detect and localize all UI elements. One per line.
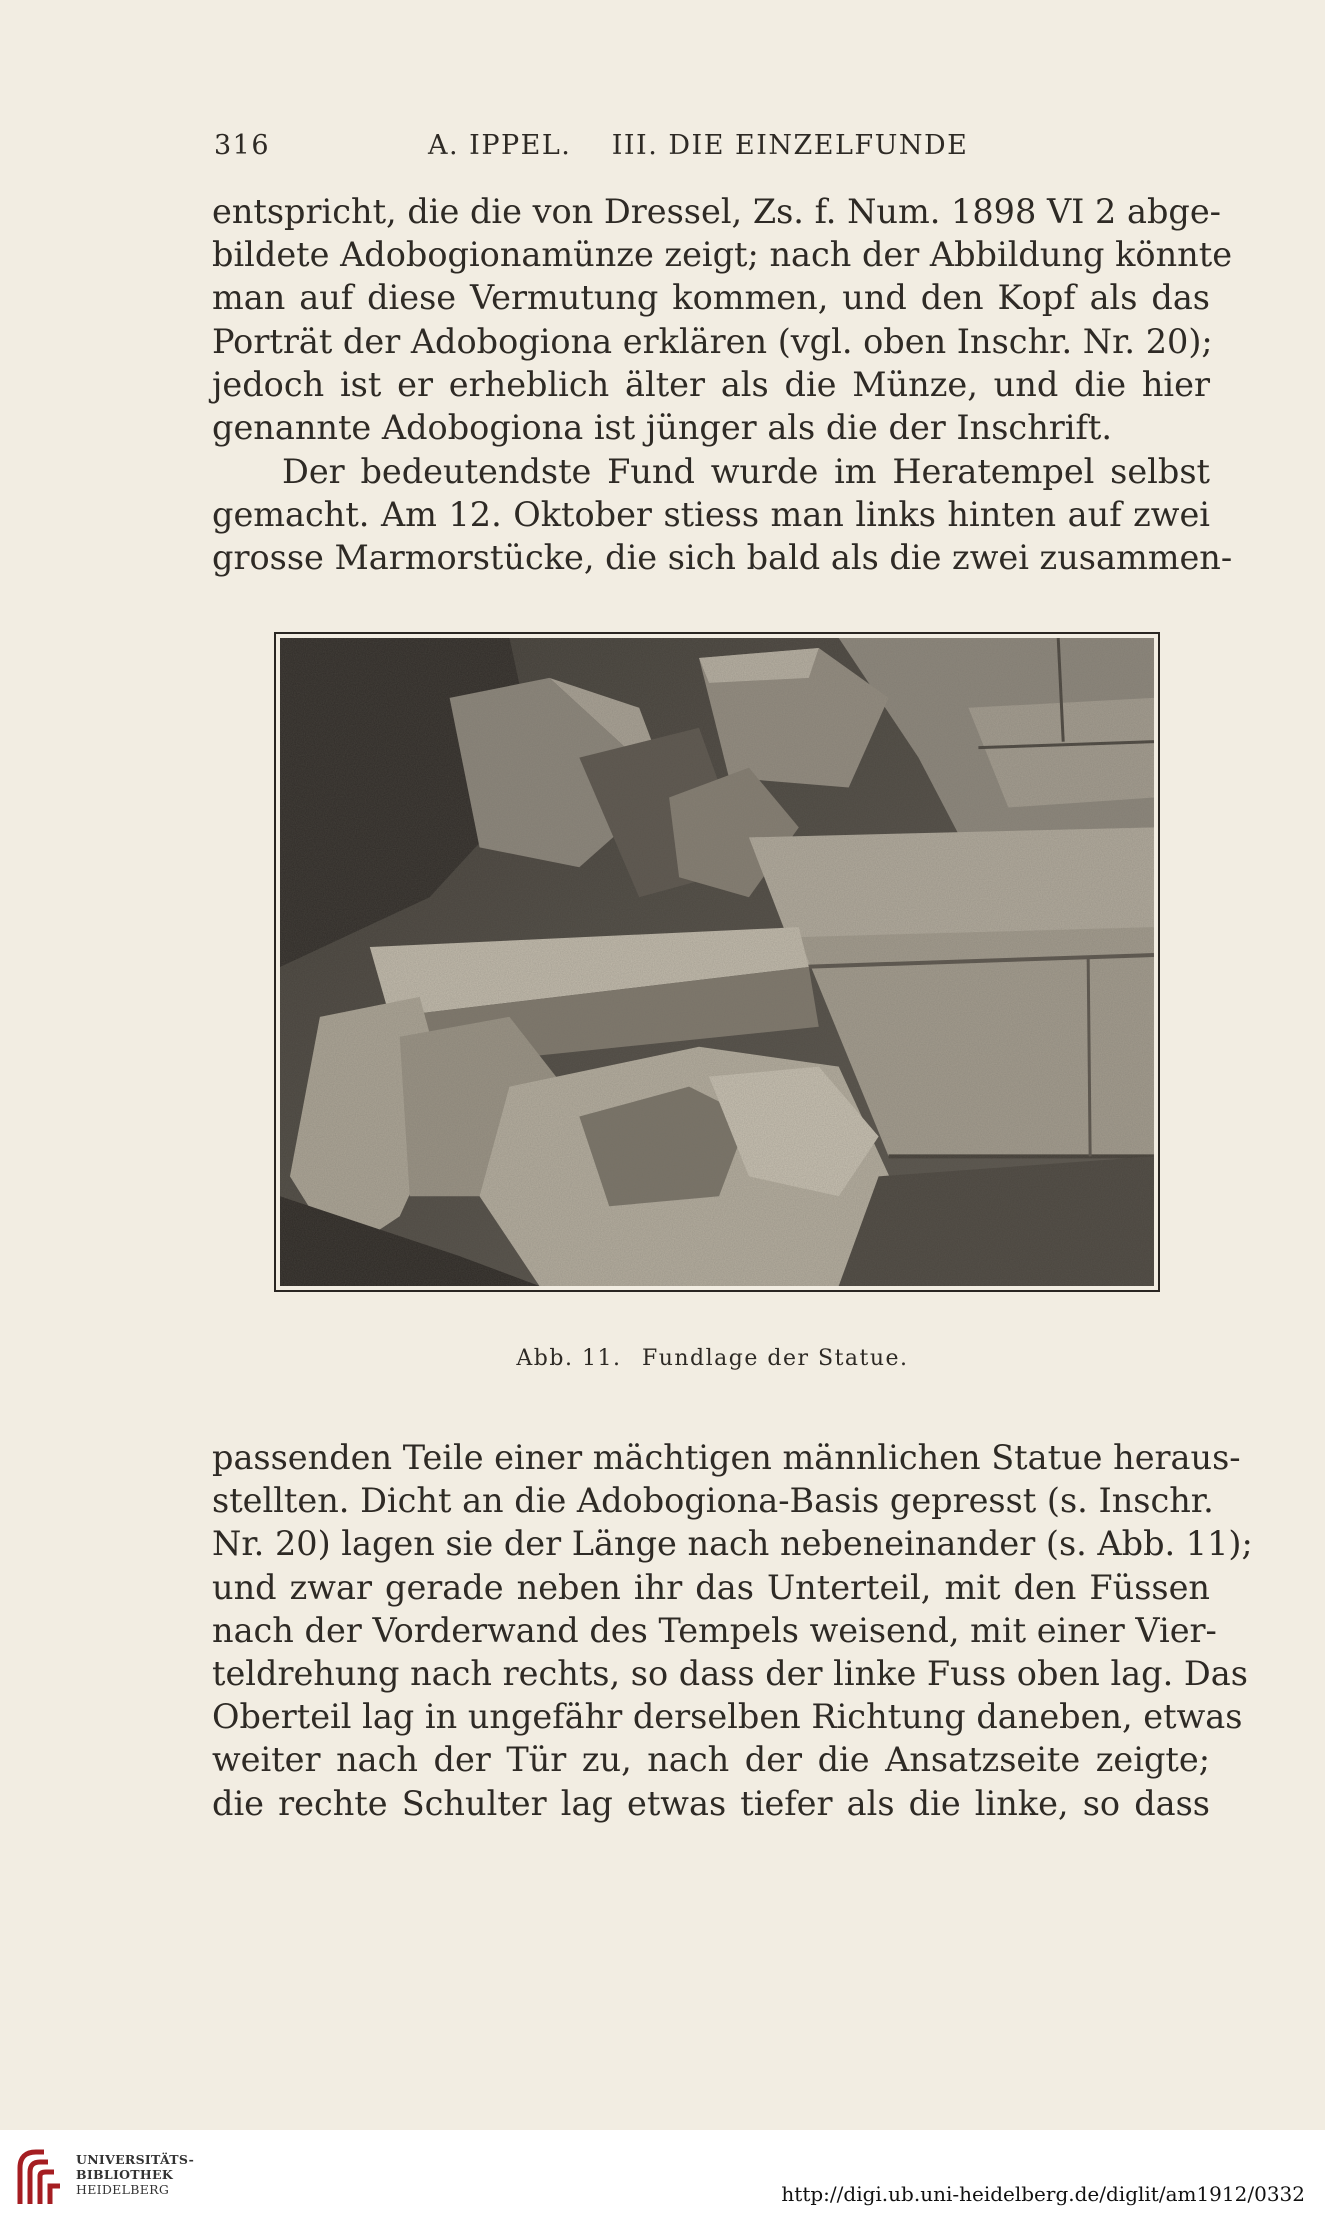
paragraph-2 bbox=[212, 450, 1233, 580]
caption-number: Abb. 11. bbox=[516, 1346, 622, 1371]
heidelberg-library-logo-icon bbox=[14, 2146, 70, 2210]
text-line: entspricht, die die von Dressel, Zs. f. Num. 1898 VI 2 abge- bbox=[212, 192, 1221, 231]
text-line: die rechte Schulter lag etwas tiefer als die linke, so dass bbox=[212, 1783, 1210, 1823]
text-line: teldrehung nach rechts, so dass der linke Fuss oben lag. Das bbox=[212, 1653, 1248, 1693]
library-name-line3: HEIDELBERG bbox=[76, 2182, 170, 2197]
text-line: Porträt der Adobogiona erklären (vgl. oben Inschr. Nr. 20); bbox=[212, 321, 1213, 361]
text-line: jedoch ist er erheblich älter als die Münze, und die hier bbox=[212, 364, 1210, 404]
text-line: man auf diese Vermutung kommen, und den Kopf als das bbox=[212, 278, 1210, 318]
text-line: Oberteil lag in ungefähr derselben Richtung daneben, etwas bbox=[212, 1697, 1243, 1737]
text-line: grosse Marmorstücke, die sich bald als die zwei zusammen- bbox=[212, 538, 1233, 578]
text-line: stellten. Dicht an die Adobogiona-Basis gepresst (s. Inschr. bbox=[212, 1481, 1214, 1521]
page-number: 316 bbox=[214, 130, 271, 161]
text-line: Der bedeutendste Fund wurde im Heratempel selbst bbox=[282, 452, 1210, 491]
figure-photo-frame bbox=[274, 632, 1160, 1292]
library-name-line1: UNIVERSITÄTS- bbox=[76, 2152, 195, 2167]
figure-caption bbox=[0, 1346, 1325, 1371]
text-line: weiter nach der Tür zu, nach der die Ansatzseite zeigte; bbox=[212, 1740, 1210, 1780]
caption-text: Fundlage der Statue. bbox=[641, 1346, 909, 1371]
library-name bbox=[76, 2152, 194, 2197]
running-header bbox=[214, 130, 1210, 170]
text-line: Nr. 20) lagen sie der Länge nach nebeneinander (s. Abb. 11); bbox=[212, 1524, 1253, 1564]
digitization-footer bbox=[0, 2130, 1325, 2226]
paragraph-3 bbox=[212, 1436, 1253, 1825]
running-title: A. IPPEL. III. DIE EINZELFUNDE bbox=[428, 130, 969, 161]
library-name-line2: BIBLIOTHEK bbox=[76, 2167, 174, 2182]
paragraph-1 bbox=[212, 190, 1233, 449]
statue-finding-photo bbox=[280, 638, 1154, 1286]
source-url-link[interactable]: http://digi.ub.uni-heidelberg.de/diglit/am1912/0332 bbox=[781, 2182, 1305, 2206]
text-line: bildete Adobogionamünze zeigt; nach der Abbildung könnte bbox=[212, 235, 1233, 275]
text-line: passenden Teile einer mächtigen männlichen Statue heraus- bbox=[212, 1438, 1241, 1477]
text-line: nach der Vorderwand des Tempels weisend, mit einer Vier- bbox=[212, 1610, 1217, 1650]
text-line: genannte Adobogiona ist jünger als die der Inschrift. bbox=[212, 407, 1113, 447]
text-line: und zwar gerade neben ihr das Unterteil, mit den Füssen bbox=[212, 1567, 1210, 1607]
text-line: gemacht. Am 12. Oktober stiess man links hinten auf zwei bbox=[212, 495, 1210, 535]
